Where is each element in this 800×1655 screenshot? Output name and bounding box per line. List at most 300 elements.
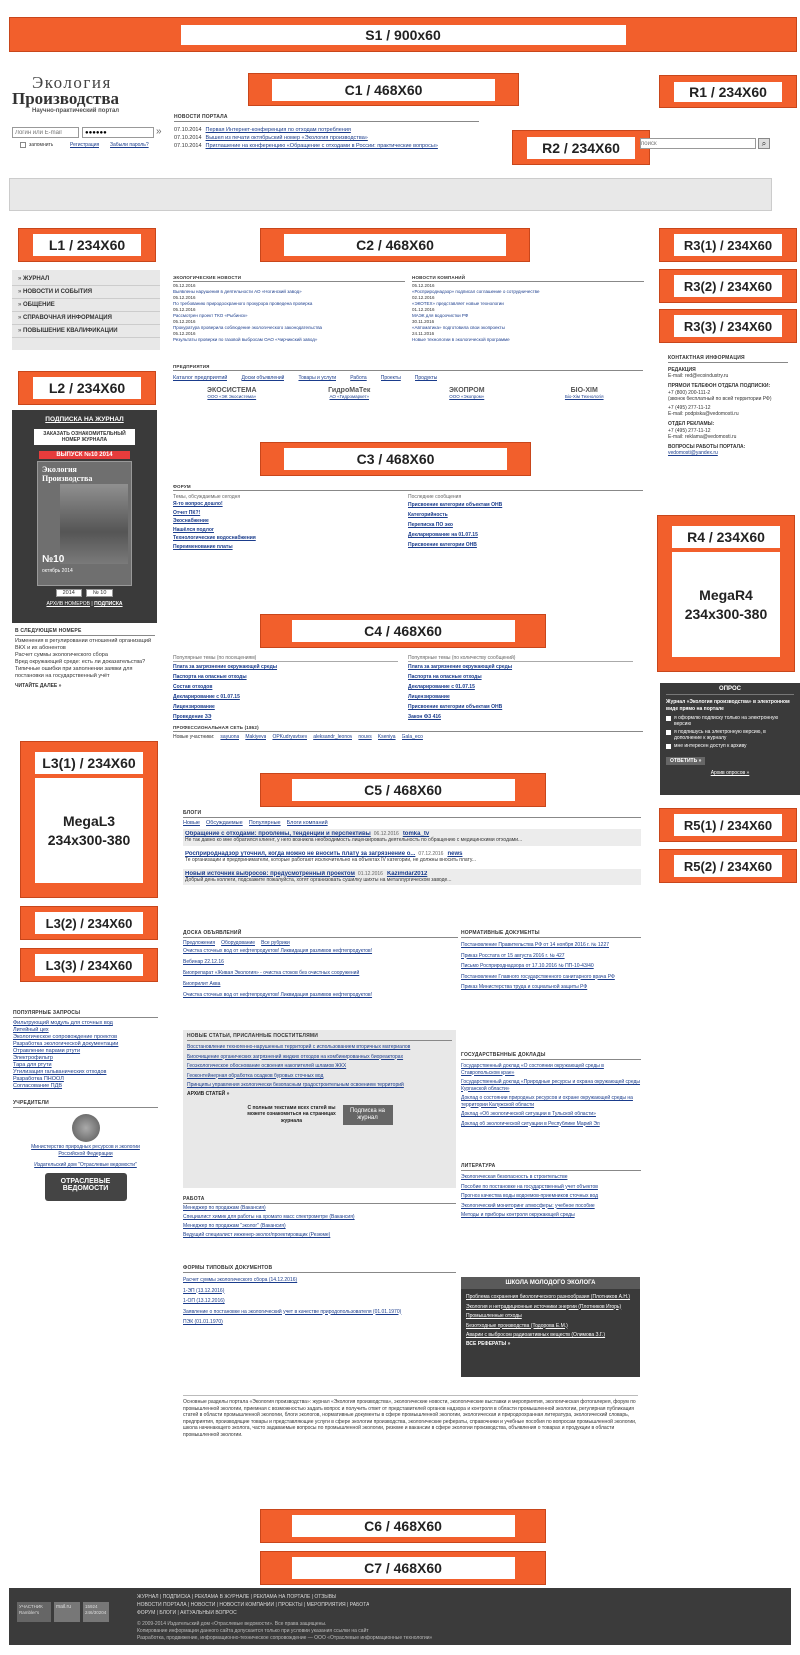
school-item[interactable]: Экология и нетрадиционные источники энергии (Плотников Игорь) <box>466 1303 622 1310</box>
list-item[interactable]: Принципы управления экологически безопасным градостроительным освоением территорий <box>187 1082 404 1088</box>
ad-c4[interactable] <box>260 614 546 648</box>
news-portal-item <box>174 126 504 134</box>
jobs <box>183 1196 456 1256</box>
forms-heading: ФОРМЫ ТИПОВЫХ ДОКУМЕНТОВ <box>183 1265 456 1273</box>
list-item[interactable]: Вебинар 22.12.16 <box>183 959 224 966</box>
left-menu-item[interactable]: » ПОВЫШЕНИЕ КВАЛИФИКАЦИИ <box>12 325 160 338</box>
list-item[interactable]: Менеджер по продажам (Вакансия) <box>183 1205 266 1211</box>
list-item[interactable]: 1-ОП (13.12.2016) <box>183 1298 225 1304</box>
state-reports-heading: ГОСУДАРСТВЕННЫЕ ДОКЛАДЫ <box>461 1052 641 1060</box>
company-logo[interactable] <box>539 387 629 400</box>
ad-r3-2-label: R3(2) / 234X60 <box>674 275 782 297</box>
login-input[interactable] <box>12 127 79 138</box>
logo-line1: Экология <box>32 73 112 92</box>
list-item[interactable]: Переписка ПО эко <box>408 522 453 529</box>
literature-heading: ЛИТЕРАТУРА <box>461 1163 641 1171</box>
list-item[interactable]: Фильтрующий модуль для сточных вод <box>13 1020 113 1026</box>
ad-r1-label: R1 / 234X60 <box>674 82 782 102</box>
news-date: 07.10.2014 <box>174 135 202 141</box>
list-item[interactable]: Методы и приборы контроля окружающей среды <box>461 1212 575 1218</box>
company-category-link[interactable]: Работа <box>350 375 367 381</box>
list-item[interactable]: Специалист химик для работы на хромато масс спектрометре (Вакансия) <box>183 1214 355 1220</box>
list-item[interactable]: Доклад об экологической ситуации в Республике Марий Эл <box>461 1120 600 1127</box>
blog-post-date: 07.12.2016 <box>418 850 444 857</box>
ad-c6-label: C6 / 468X60 <box>292 1515 515 1537</box>
news-link[interactable]: «Автоматика» подготовила свои экопроекты <box>412 324 505 330</box>
blog-post-text: Добрый день коллеги, подскажите пожалуйста, хотят организовать сушилку шихты на металлургическом заводе... <box>185 876 452 883</box>
list-item[interactable]: Пособие по постановке на государственный учет объектов <box>461 1183 598 1190</box>
list-item[interactable]: Присвоение категории объектам ОНВ <box>408 704 503 711</box>
blog-tab[interactable]: Новые <box>183 820 200 826</box>
remember-label: запомнить <box>29 142 54 148</box>
news-date: 02.12.2016 <box>412 295 435 300</box>
list-item[interactable]: ПЭК (01.01.1970) <box>183 1319 223 1325</box>
companies-cats <box>173 375 643 381</box>
school-item[interactable]: Промышленные отходы <box>466 1313 522 1319</box>
list-item[interactable]: Закон ФЗ 416 <box>408 714 441 721</box>
ad-r3-3[interactable] <box>659 309 797 343</box>
contacts-portal: ВОПРОСЫ РАБОТЫ ПОРТАЛА: <box>668 444 746 451</box>
news-date: 07.10.2014 <box>174 127 202 133</box>
left-menu-item[interactable]: » НОВОСТИ И СОБЫТИЯ <box>12 286 160 299</box>
new-articles <box>183 1030 456 1188</box>
member-link[interactable]: sayuona <box>220 734 240 741</box>
company-category-link[interactable]: Продукты <box>414 375 438 381</box>
poll-option[interactable] <box>666 715 794 727</box>
contacts-ads: ОТДЕЛ РЕКЛАМЫ: <box>668 421 715 428</box>
search-input[interactable] <box>640 138 756 149</box>
ad-c2[interactable] <box>260 228 530 262</box>
ad-s1[interactable] <box>9 17 797 52</box>
list-item[interactable]: Разработка ПНООЛ <box>13 1076 64 1082</box>
ad-r2-label: R2 / 234X60 <box>527 137 635 159</box>
news-portal-heading: НОВОСТИ ПОРТАЛА <box>174 114 479 122</box>
ad-c2-label: C2 / 468X60 <box>284 234 506 256</box>
list-item[interactable]: Экологическое сопровождение проектов <box>13 1034 118 1040</box>
list-item[interactable]: Восстановление техногенно-нарушенных территорий с использованием вторичных материалов <box>187 1044 411 1050</box>
popular-left <box>173 655 408 722</box>
list-item[interactable]: Расчет суммы экологического сбора (14.12.2016) <box>183 1277 298 1283</box>
footer-menu-1[interactable]: ЖУРНАЛ | ПОДПИСКА | РЕКЛАМА В ЖУРНАЛЕ | РЕКЛАМА НА ПОРТАЛЕ | ОТЗЫВЫ <box>137 1594 337 1600</box>
list-item[interactable]: Плата за загрязнение окружающей среды <box>408 664 513 671</box>
list-item[interactable]: Доклад о состоянии природных ресурсов и охране окружающей среды на территории Калужской области <box>461 1095 633 1108</box>
poll-option-label: мне интересен доступ к архиву <box>674 743 747 749</box>
poll-submit-button[interactable]: ОТВЕТИТЬ » <box>666 757 705 765</box>
forum <box>173 484 643 584</box>
list-item[interactable]: Разработка экологической документации <box>13 1041 119 1047</box>
subscribe-link[interactable]: ПОДПИСКА <box>94 601 123 607</box>
blog-tab[interactable]: Обсуждаемые <box>205 820 243 826</box>
blog-post-text: Те организации и предприниматели, которые работают исключительно на объектах IV категории, не должны вносить плату... <box>185 857 477 864</box>
header-band <box>9 178 772 211</box>
ad-c7-label: C7 / 468X60 <box>292 1557 515 1579</box>
founders <box>13 1100 158 1225</box>
search-icon[interactable]: ⌕ <box>758 138 770 149</box>
seo-text: Основные разделы портала «Экология производства»: журнал «Экология производства», экологические новости, экологические выставки и мероприятия, экологическая фотогалерея, форум по промышленной экологии, приемная с возможностью задать вопрос и получить ответ от представителей органов надзора и контроля в области промышленной экологии, регулярная публикация статей в области промышленной экологии, блоги экологов, нормативные документы в сфере промышленной экологии, экологическая и природоохранная литература, экологический словарь, предприятия, производящие товары и представляющие услуги в сфере экологии производства, экологические рефераты, справочники и учебные пособия по вопросам промышленной экологии, школа начинающего эколога, часто задаваемые вопросы по промышленной экологии, резюме и вакансии в сфере экологии производства, объявления о товарах и продукции в области промышленной экологии. <box>183 1395 638 1457</box>
ad-r3-1[interactable] <box>659 228 797 262</box>
password-input[interactable] <box>82 127 154 138</box>
search-box <box>640 138 772 150</box>
vedomosti-logo-line1: ОТРАСЛЕВЫЕ <box>60 1177 111 1185</box>
company-logo[interactable] <box>304 387 394 400</box>
list-item[interactable]: Очистка сточных вод от нефтепродуктов! Ликвидация разливов нефтепродуктов! <box>183 992 373 999</box>
board-tab[interactable]: Все рубрики <box>261 940 290 946</box>
list-item[interactable]: Декларирование с 01.07.15 <box>173 694 240 701</box>
list-item[interactable]: Приказ Росстата от 15 августа 2016 г. № 427 <box>461 952 565 959</box>
left-menu <box>12 270 160 350</box>
state-reports-list <box>461 1063 641 1127</box>
news-portal-item <box>174 134 504 142</box>
news-date: 07.10.2014 <box>174 143 202 149</box>
cover-number: №10 <box>42 554 65 565</box>
ad-r1[interactable] <box>659 75 797 108</box>
remember-checkbox[interactable] <box>20 142 26 148</box>
school-more-link[interactable]: ВСЕ РЕФЕРАТЫ » <box>466 1340 511 1347</box>
new-articles-list <box>187 1044 452 1089</box>
ad-l3-2-label: L3(2) / 234X60 <box>35 912 143 934</box>
contacts-direct: ПРЯМОЙ ТЕЛЕФОН ОТДЕЛА ПОДПИСКИ: <box>668 383 771 390</box>
ad-r3-2[interactable] <box>659 269 797 303</box>
poll-option-label: я оформлю подписку только на электронную версию <box>674 715 779 727</box>
board-tab[interactable]: Предложения <box>183 940 216 946</box>
ad-l1[interactable] <box>18 228 156 262</box>
list-item[interactable]: Государственный доклад «Природные ресурсы и охрана окружающей среды Курганской области» <box>461 1079 641 1092</box>
vedomosti-logo-line2: ВЕДОМОСТИ <box>62 1184 109 1192</box>
list-item[interactable]: Паспорта на опасные отходы <box>173 674 247 681</box>
list-item[interactable]: Утилизация гальванических отходов <box>13 1069 107 1075</box>
news-link[interactable]: Выявлены нарушения в деятельности АО «Ногинский завод» <box>173 288 302 294</box>
list-item[interactable]: Согласование ПДВ <box>13 1083 63 1089</box>
next-issue-item: Типичные ошибки при заполнении заявки для постановки на государственный учёт <box>15 666 133 679</box>
ad-c5-label: C5 / 468X60 <box>292 779 515 801</box>
company-category-link[interactable]: Доски объявлений <box>241 375 285 381</box>
eco-news <box>173 275 405 355</box>
poll-heading: ОПРОС <box>666 686 794 695</box>
news-date: 05.12.2016 <box>173 307 196 312</box>
ad-c3-label: C3 / 468X60 <box>284 448 507 470</box>
register-link[interactable]: Регистрация <box>70 142 100 148</box>
contacts-ads-email[interactable]: E-mail: reklama@vedomosti.ru <box>668 433 737 440</box>
ad-l2[interactable] <box>18 371 156 405</box>
list-item[interactable]: Декларирование с 01.07.15 <box>408 684 475 691</box>
ad-c1-label: C1 / 468X60 <box>272 79 495 101</box>
list-item[interactable]: Проведение ЗЭ <box>173 714 212 721</box>
company-logo-caption[interactable]: ООО «ЭК Экосистема» <box>207 394 257 400</box>
contacts-phone2: +7 (495) 277-11-12 <box>668 405 711 412</box>
member-link[interactable]: Kseniya <box>377 734 396 741</box>
forum-right-heading: Последние сообщения <box>408 494 462 500</box>
list-item[interactable]: Декларирование на 01.07.15 <box>408 532 478 539</box>
poll-checkbox[interactable] <box>666 730 671 735</box>
list-item[interactable]: Паспорта на опасные отходы <box>408 674 482 681</box>
number-select[interactable]: № 10 <box>86 589 114 597</box>
news-link[interactable]: МАЭК для водоочистки РФ <box>412 312 469 318</box>
news-link[interactable]: Результаты проверки по газовой выбросам ОАО «Чирчикский завод» <box>173 336 318 342</box>
ad-l3-2[interactable] <box>20 906 158 940</box>
journal-cover[interactable] <box>37 461 132 586</box>
company-logo-mark: ЭКОПРОМ <box>448 387 485 395</box>
articles-promo-button[interactable]: Подписка на журнал <box>343 1105 393 1125</box>
school-heading: ШКОЛА МОЛОДОГО ЭКОЛОГА <box>461 1277 640 1289</box>
list-item[interactable]: Биопрепарат «Живая Экология» - очистка стоков без очистных сооружений <box>183 970 360 977</box>
ad-c1[interactable] <box>248 73 519 106</box>
ad-r2[interactable] <box>512 130 650 165</box>
list-item[interactable]: Экологический мониторинг атмосферы: учебное пособие <box>461 1202 595 1209</box>
news-link[interactable]: Вышел из печати октябрьский номер «Экология производства» <box>205 135 368 141</box>
ad-c3[interactable] <box>260 442 531 476</box>
norm-docs-heading: НОРМАТИВНЫЕ ДОКУМЕНТЫ <box>461 930 641 938</box>
footer-menu-2[interactable]: НОВОСТИ ПОРТАЛА | НОВОСТИ | НОВОСТИ КОМПАНИЙ | ПРОЕКТЫ | МЕРОПРИЯТИЯ | РАБОТА <box>137 1602 370 1608</box>
list-item[interactable]: Нашёлся подлог <box>173 526 214 533</box>
list-item[interactable]: Ведущий специалист инженер-эколог/проектировщик (Резюме) <box>183 1232 331 1238</box>
poll-option-label: я подпишусь на электронную версию, в дополнение к журналу <box>674 729 766 741</box>
company-logo-mark: ГидроМаТек <box>328 387 371 395</box>
member-link[interactable]: Gala_eco <box>401 734 423 741</box>
subscribe-links: АРХИВ НОМЕРОВ | ПОДПИСКА <box>46 601 123 607</box>
articles-promo-text: С полным текстами всех статей вы можете ознакомиться на страницах журнала <box>247 1104 336 1124</box>
news-link[interactable]: По требованию природоохранного прокурора проведена проверка <box>173 300 313 306</box>
news-link[interactable]: Приглашение на конференцию «Обращение с отходами в России: практические вопросы» <box>205 143 438 149</box>
ad-c7[interactable] <box>260 1551 546 1585</box>
list-item[interactable]: Лицензирование <box>173 704 215 711</box>
blog-post <box>183 869 641 886</box>
list-item[interactable]: Постановление Главного государственного санитарного врача РФ <box>461 973 615 980</box>
board-tab[interactable]: Оборудование <box>221 940 256 946</box>
news-date: 24.11.2016 <box>412 331 435 336</box>
order-issue-button[interactable]: ЗАКАЗАТЬ ОЗНАКОМИТЕЛЬНЫЙ НОМЕР ЖУРНАЛА <box>34 429 135 445</box>
popular-topics <box>173 655 643 760</box>
issue-label: ВЫПУСК №10 2014 <box>39 451 130 459</box>
founders-heading: УЧРЕДИТЕЛИ <box>13 1100 158 1108</box>
blog-post-title[interactable]: Новый источник выбросов: предусмотренный проектом <box>185 870 355 877</box>
forms <box>183 1265 456 1345</box>
blog-post-title[interactable]: Росприроднадзор уточнил, когда можно не вносить плату за загрязнение о... <box>185 850 416 857</box>
list-item[interactable]: Технологические водоснабжения <box>173 535 256 542</box>
blog-tab[interactable]: Популярные <box>248 820 281 826</box>
popular-right-heading: Популярные темы (по количеству сообщений) <box>408 655 633 662</box>
company-logo[interactable] <box>422 387 512 400</box>
list-item[interactable]: 1-ЭП (13.12.2016) <box>183 1287 225 1294</box>
logo-tagline: Научно-практический портал <box>32 108 120 114</box>
board-heading: ДОСКА ОБЪЯВЛЕНИЙ <box>183 930 458 938</box>
list-item[interactable]: Отравление парами ртути <box>13 1048 81 1054</box>
network-heading: ПРОФЕССИОНАЛЬНАЯ СЕТЬ (1862) <box>173 725 643 732</box>
blog-posts <box>183 829 641 885</box>
company-news-heading: НОВОСТИ КОМПАНИЙ <box>412 275 644 282</box>
list-item[interactable]: Электрофильтр <box>13 1055 53 1061</box>
list-item[interactable]: Экологическая безопасность в строительстве <box>461 1174 568 1180</box>
ad-r5-2[interactable] <box>659 849 797 883</box>
blog-post-text: Не так давно ко мне обратился клиент, у него возникла необходимость лицензировать деятельность по обращению с медицинскими отходами... <box>185 837 523 844</box>
list-item[interactable]: Присвоение категории ОНВ <box>408 542 477 549</box>
list-item[interactable]: Биоочищение органических загрязнений жидких отходов на комбинированных биореакторах <box>187 1053 404 1060</box>
company-logo-caption[interactable]: АО «Гидромаркет» <box>329 394 370 400</box>
list-item[interactable]: Менеджер по продажам "эколог" (Вакансия) <box>183 1223 286 1229</box>
logo[interactable] <box>12 75 158 115</box>
poll-option[interactable] <box>666 729 794 741</box>
news-link[interactable]: Рассмотрен проект ТКО «Рыбинск» <box>173 312 248 318</box>
cover-title: Экология Производства <box>42 465 93 483</box>
eco-news-list <box>173 283 405 342</box>
list-item[interactable]: Состав отходов <box>173 684 213 691</box>
list-item[interactable]: Очистка сточных вод от нефтепродуктов! Ликвидация разливов нефтепродуктов! <box>183 948 373 955</box>
subscribe-block <box>12 410 157 623</box>
vedomosti-logo[interactable] <box>45 1173 127 1201</box>
blog-tab[interactable]: Блоги компаний <box>286 820 328 826</box>
list-item[interactable]: Геоконтейнерная обработка осадков буровых сточных вод <box>187 1072 324 1079</box>
list-item[interactable]: Письмо Росприроднадзора от 17.10.2016 № ПП-10-43/40 <box>461 963 594 969</box>
new-members <box>173 734 643 740</box>
blog-post <box>183 829 641 846</box>
company-category-link[interactable]: Товары и услуги <box>298 375 337 381</box>
left-menu-item[interactable]: » ОБЩЕНИЕ <box>12 299 160 312</box>
ad-c4-label: C4 / 468X60 <box>292 620 515 642</box>
list-item[interactable]: Биоприлит Аква <box>183 981 221 988</box>
ad-r4[interactable] <box>657 515 795 672</box>
contacts-sub-email[interactable]: E-mail: podpiska@vedomosti.ru <box>668 411 739 418</box>
company-logo-mark: БІО-ХІМ <box>570 387 598 395</box>
news-link[interactable]: Первая Интернет-конференция по отходам потребления <box>205 127 351 133</box>
company-category-link[interactable]: Проекты <box>380 375 401 381</box>
member-link[interactable]: Makiyeva <box>245 734 267 741</box>
news-link[interactable]: Новые технологии в экологической программе <box>412 336 510 342</box>
popular-queries <box>13 1010 158 1095</box>
list-item[interactable]: Литейный цех <box>13 1027 49 1033</box>
list-item[interactable]: Заявление о постановке на экологический учет в качестве природопользователя (01.01.1970) <box>183 1308 402 1315</box>
school-list <box>461 1289 640 1341</box>
ad-c6[interactable] <box>260 1509 546 1543</box>
contacts-note: (звонок бесплатный по всей территории РФ) <box>668 395 772 402</box>
poll-archive-link[interactable]: Архив опросов » <box>710 770 750 776</box>
poll-checkbox[interactable] <box>666 716 671 721</box>
list-item[interactable]: Присвоение категории объектам ОНВ <box>408 502 503 509</box>
list-item[interactable]: Плата за загрязнение окружающей среды <box>173 664 278 671</box>
news-date: 05.12.2016 <box>412 283 435 288</box>
poll-option[interactable] <box>666 743 794 749</box>
poll <box>660 683 800 795</box>
traffic-counter[interactable]: 15924 246/30204 <box>83 1602 109 1622</box>
forum-heading: ФОРУМ <box>173 484 643 491</box>
ad-c5[interactable] <box>260 773 546 807</box>
ministry-emblem-icon <box>72 1114 100 1142</box>
school-item[interactable]: Проблема сохранения биологического разнообразия (Плотников А.Н.) <box>466 1294 631 1300</box>
forum-left <box>173 494 408 551</box>
new-articles-heading: НОВЫЕ СТАТЬИ, ПРИСЛАННЫЕ ПОСЕТИТЕЛЯМИ <box>187 1033 452 1041</box>
list-item[interactable]: Геоэкологическое обоснование освоения накопителей шламов ЖКХ <box>187 1063 347 1069</box>
school-item[interactable]: Безотходные производства (Тодорова Е.М.) <box>466 1322 568 1329</box>
founder-publisher-link[interactable]: Издательский дом "Отраслевые ведомости" <box>34 1162 137 1168</box>
footer <box>9 1588 791 1645</box>
queries-list <box>13 1020 158 1090</box>
articles-archive-link[interactable]: АРХИВ СТАТЕЙ » <box>187 1090 230 1097</box>
blog-post-author[interactable]: Kazimdar2012 <box>386 870 428 877</box>
contacts-phone1: +7 (800) 200-111-2 <box>668 389 711 396</box>
blog-tabs <box>183 820 641 826</box>
left-menu-item[interactable]: » ЖУРНАЛ <box>12 273 160 286</box>
cover-photo <box>60 484 128 564</box>
footer-menu-3[interactable]: ФОРУМ | БЛОГИ | АКТУАЛЬНЫЙ ВОПРОС <box>137 1610 237 1616</box>
list-item[interactable]: Постановление Правительства РФ от 14 ноября 2016 г. № 1227 <box>461 942 610 948</box>
member-link[interactable]: nouvs <box>358 734 372 741</box>
news-link[interactable]: «ЭКОТЕХ» представляет новые технологии <box>412 300 504 306</box>
ad-l3-3[interactable] <box>20 948 158 982</box>
read-more-link[interactable]: ЧИТАЙТЕ ДАЛЕЕ » <box>15 683 62 689</box>
poll-checkbox[interactable] <box>666 744 671 749</box>
new-members-label: Новые участники: <box>173 734 215 741</box>
footer-counters <box>17 1602 109 1622</box>
company-logo-caption[interactable]: Біо-Хім Технологія <box>564 394 604 400</box>
list-item[interactable]: Переименование платы <box>173 543 233 550</box>
forgot-link[interactable]: Забыли пароль? <box>110 142 149 148</box>
contacts-portal-email[interactable]: vedomosti@yandex.ru <box>668 450 718 457</box>
list-item[interactable]: Экоснабжение <box>173 518 209 525</box>
ad-l1-label: L1 / 234X60 <box>33 234 141 256</box>
list-item[interactable]: Категорийность <box>408 512 448 519</box>
contacts-ed-email[interactable]: E-mail: red@ecoindustry.ru <box>668 373 729 380</box>
member-link[interactable]: aleksandr_leonov <box>313 734 353 741</box>
list-item[interactable]: Государственный доклад «О состоянии окружающей среды в Ставропольском крае» <box>461 1063 604 1076</box>
subscribe-heading: ПОДПИСКА НА ЖУРНАЛ <box>45 416 124 423</box>
ad-mega-r4-label: MegaR4 234x300-380 <box>672 552 780 657</box>
board-list <box>183 946 458 1001</box>
company-catalog-link[interactable]: Каталог предприятий <box>173 375 228 381</box>
founder-ministry-link[interactable]: Министерство природных ресурсов и экологии Российской Федерации <box>31 1144 140 1157</box>
ad-l3-1[interactable] <box>20 741 158 898</box>
mailru-counter[interactable]: mail.ru <box>54 1602 80 1622</box>
archive-link[interactable]: АРХИВ НОМЕРОВ <box>46 601 91 607</box>
popular-queries-heading: ПОПУЛЯРНЫЕ ЗАПРОСЫ <box>13 1010 158 1018</box>
rambler-counter[interactable]: УЧАСТНИК Rambler's <box>17 1602 51 1622</box>
literature-list <box>461 1174 641 1219</box>
news-date: 30.11.2016 <box>412 319 435 324</box>
news-portal-item <box>174 142 504 150</box>
ad-l2-label: L2 / 234X60 <box>33 377 141 399</box>
next-issue <box>15 628 155 728</box>
list-item[interactable]: Отчет ПК?! <box>173 509 201 516</box>
contacts-heading: КОНТАКТНАЯ ИНФОРМАЦИЯ <box>668 355 788 363</box>
cover-month: октябрь 2014 <box>42 568 73 574</box>
news-link[interactable]: «Росприроднадзор» подписал соглашение о сотрудничестве <box>412 288 540 294</box>
left-menu-item[interactable]: » СПРАВОЧНАЯ ИНФОРМАЦИЯ <box>12 312 160 325</box>
literature <box>461 1163 641 1253</box>
login-submit-icon[interactable]: » <box>156 126 162 137</box>
member-link[interactable]: OPKudryavtsev <box>272 734 308 741</box>
ad-r5-1[interactable] <box>659 808 797 842</box>
contacts-phone3: +7 (495) 277-11-12 <box>668 427 711 434</box>
jobs-list <box>183 1204 456 1240</box>
year-select[interactable]: 2014 <box>56 589 82 597</box>
news-link[interactable]: Прокуратура проверила соблюдение экологического законодательства <box>173 324 323 330</box>
footer-copyright: © 2009-2014 Издательский дом «Отраслевые ведомости». Все права защищены. <box>137 1621 327 1627</box>
company-logo[interactable] <box>187 387 277 400</box>
school-item[interactable]: Аварии с выбросом радиоактивных веществ (Олимова З.Г.) <box>466 1332 606 1338</box>
list-item[interactable]: Прогноз качества воды водоемов-приемников сточных вод <box>461 1193 599 1199</box>
norm-docs <box>461 930 641 1048</box>
company-logo-caption[interactable]: ООО «Экопром» <box>449 394 485 400</box>
list-item[interactable]: Тара для ртути <box>13 1062 52 1068</box>
list-item[interactable]: Доклад «Об экологической ситуации в Тульской области» <box>461 1111 596 1117</box>
list-item[interactable]: Я-то вопрос дошло! <box>173 501 223 508</box>
blog-post-author[interactable]: news <box>447 850 463 857</box>
ad-r5-1-label: R5(1) / 234X60 <box>674 814 782 836</box>
company-news <box>412 275 644 355</box>
list-item[interactable]: Лицензирование <box>408 694 450 701</box>
blog-post-author[interactable]: tomka_tv <box>402 831 430 838</box>
blog-post-title[interactable]: Обращение с отходами: проблемы, тенденции и перспективы <box>185 831 371 838</box>
list-item[interactable]: Приказ Министерства труда и социальной защиты РФ <box>461 984 588 990</box>
jobs-heading: РАБОТА <box>183 1196 456 1204</box>
news-date: 05.12.2016 <box>173 295 196 300</box>
